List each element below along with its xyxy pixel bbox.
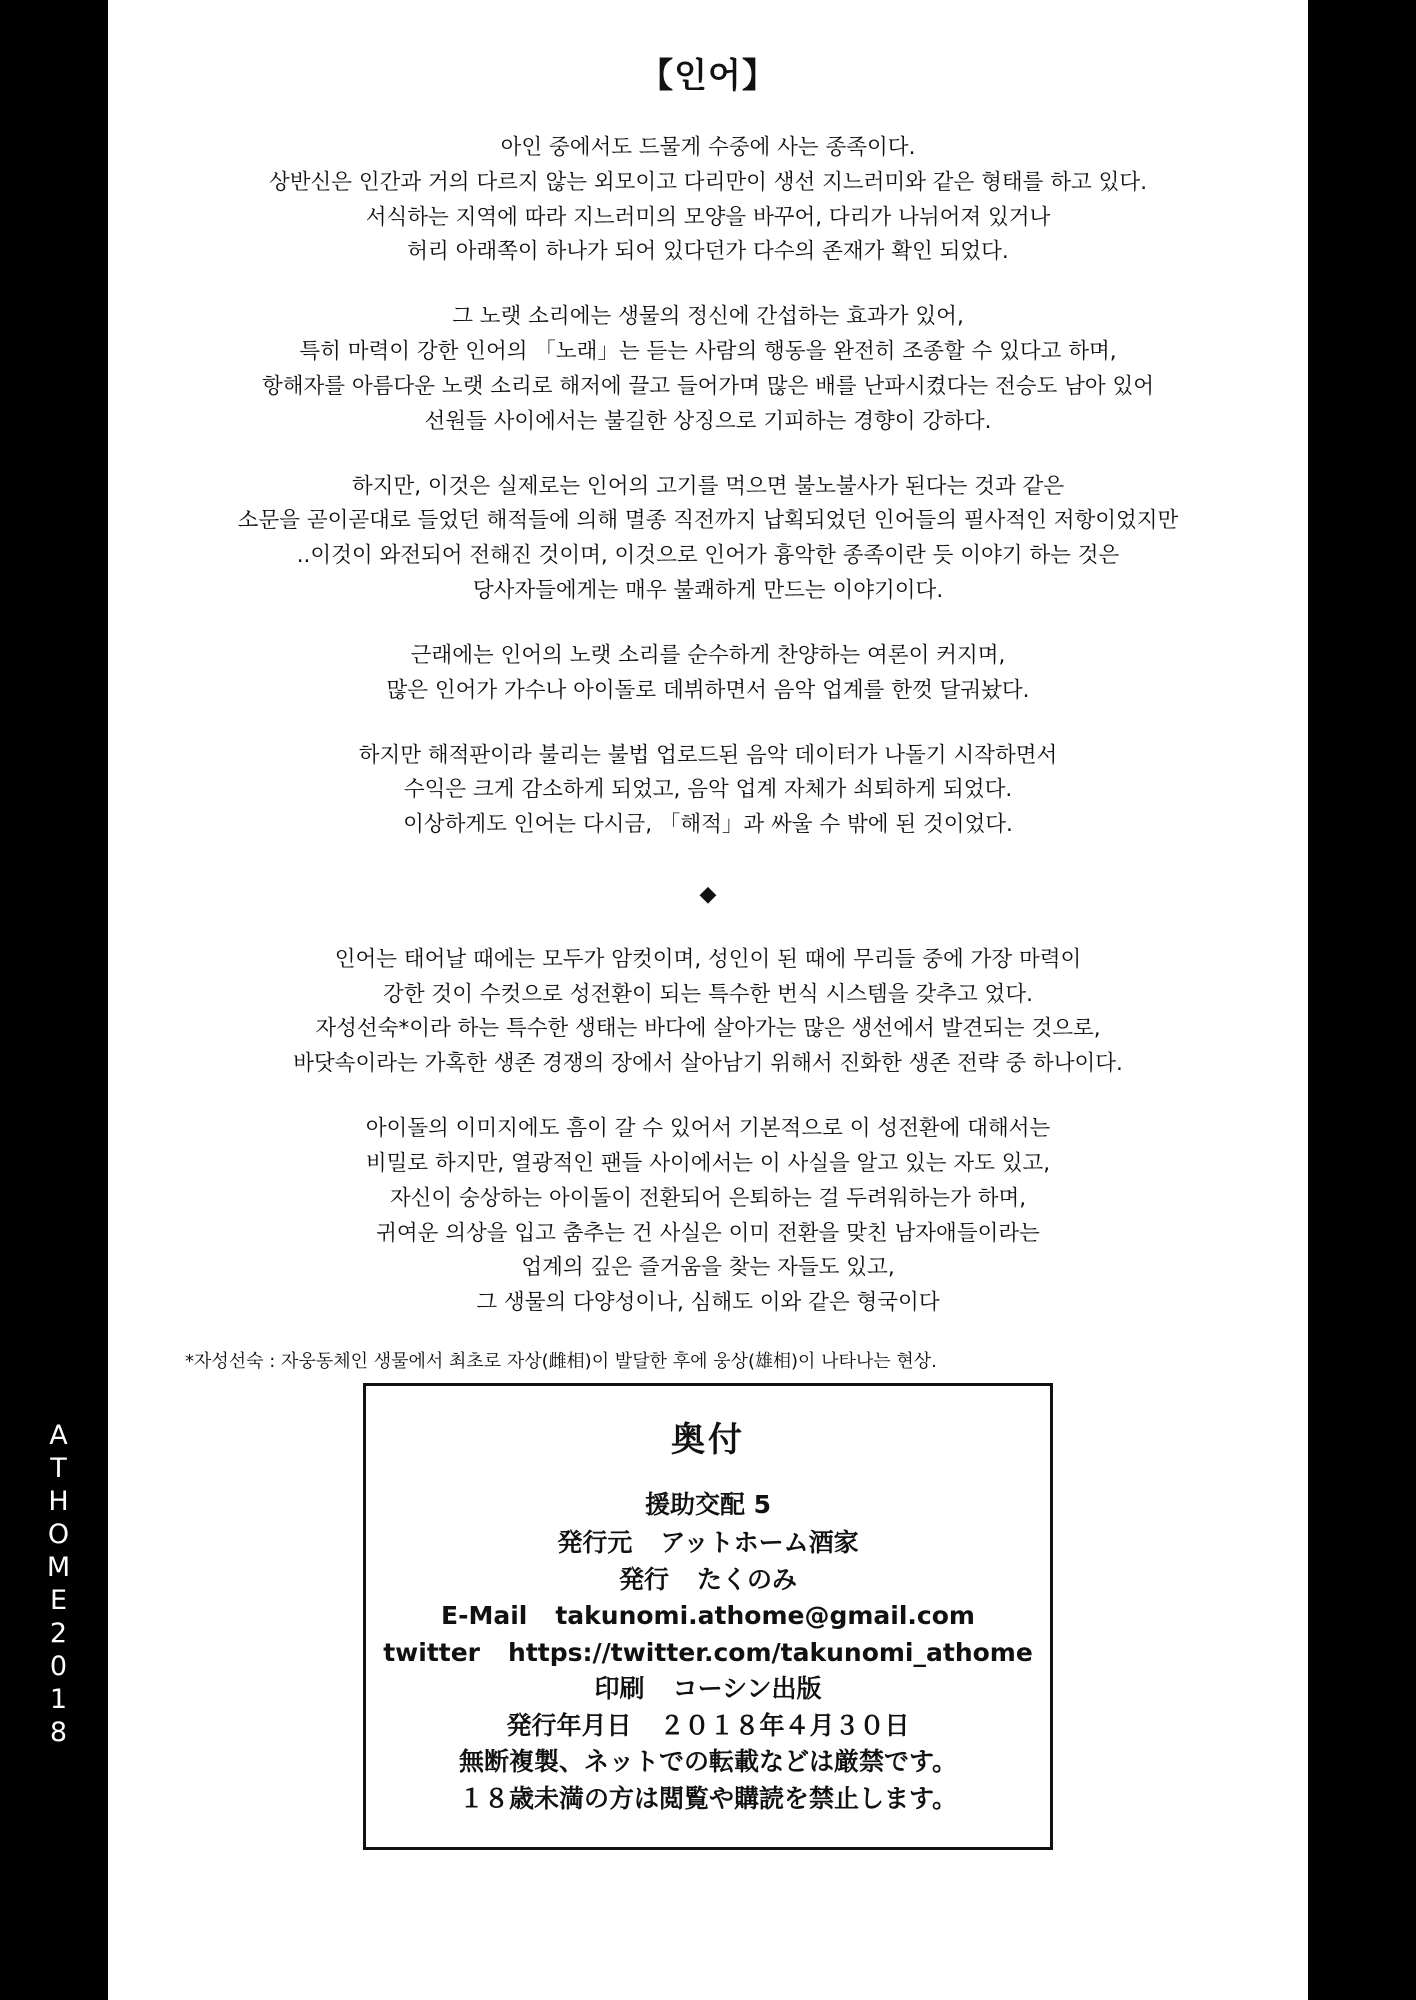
text-line: 특히 마력이 강한 인어의 「노래」는 듣는 사람의 행동을 완전히 조종할 수 있다고 하며, xyxy=(299,339,1117,365)
text-line: 바닷속이라는 가혹한 생존 경쟁의 장에서 살아남기 위해서 진화한 생존 전략 중 하나이다. xyxy=(293,1051,1123,1077)
section-divider-icon: ◆ xyxy=(699,882,717,908)
colophon-value: ２０１８年４月３０日 xyxy=(659,1710,910,1740)
colophon-notice-age: １８歳未満の方は閲覧や購読を禁止します。 xyxy=(458,1783,957,1813)
body-text xyxy=(143,131,1273,1321)
text-line: 자성선숙*이라 하는 특수한 생태는 바다에 살아가는 많은 생선에서 발견되는 것으로, xyxy=(315,1016,1101,1042)
colophon-value[interactable]: https://twitter.com/takunomi_athome xyxy=(508,1637,1033,1667)
text-line: 소문을 곧이곧대로 들었던 해적들에 의해 멸종 직전까지 납획되었던 인어들의 필사적인 저항이었지만 xyxy=(237,508,1179,534)
text-line: 하지만 해적판이라 불리는 불법 업로드된 음악 데이터가 나돌기 시작하면서 xyxy=(358,742,1058,768)
text-line: 아이돌의 이미지에도 흠이 갈 수 있어서 기본적으로 이 성전환에 대해서는 xyxy=(365,1116,1051,1142)
page-sheet xyxy=(108,0,1308,2000)
paragraph xyxy=(143,943,1273,1082)
colophon-title: 奥付 xyxy=(671,1419,745,1460)
colophon-notice-reprint: 無断複製、ネットでの転載などは厳禁です。 xyxy=(458,1747,957,1777)
text-line: 항해자를 아름다운 노랫 소리로 해저에 끌고 들어가며 많은 배를 난파시켰다는 전승도 남아 있어 xyxy=(261,373,1154,399)
text-line: 그 생물의 다양성이나, 심해도 이와 같은 형국이다 xyxy=(476,1290,940,1316)
colophon-label: 発行年月日 xyxy=(506,1710,632,1740)
colophon-row-twitter[interactable] xyxy=(376,1635,1040,1672)
colophon-row xyxy=(376,1671,1040,1708)
colophon-row-email xyxy=(376,1598,1040,1635)
text-line: 하지만, 이것은 실제로는 인어의 고기를 먹으면 불노불사가 된다는 것과 같은 xyxy=(351,473,1065,499)
colophon-work-title: 援助交配 5 xyxy=(644,1489,772,1519)
paragraph xyxy=(143,739,1273,843)
page-title: 【인어】 xyxy=(639,56,777,96)
text-line: 그 노랫 소리에는 생물의 정신에 간섭하는 효과가 있어, xyxy=(452,304,964,330)
paragraph xyxy=(143,470,1273,609)
colophon-label: 発行 xyxy=(618,1564,669,1594)
colophon-label: twitter xyxy=(383,1637,481,1667)
text-line: 서식하는 지역에 따라 지느러미의 모양을 바꾸어, 다리가 나뉘어져 있거나 xyxy=(365,204,1051,230)
colophon-label: E-Mail xyxy=(441,1601,528,1631)
colophon-label: 印刷 xyxy=(594,1674,645,1704)
colophon-box xyxy=(363,1383,1053,1851)
text-line: 근래에는 인어의 노랫 소리를 순수하게 찬양하는 여론이 커지며, xyxy=(410,642,1006,668)
colophon-row xyxy=(376,1562,1040,1599)
text-line: 많은 인어가 가수나 아이돌로 데뷔하면서 음악 업계를 한껏 달궈놨다. xyxy=(386,677,1030,703)
footnote: *자성선숙 : 자웅동체인 생물에서 최초로 자상(雌相)이 발달한 후에 웅상(雄相)이 나타나는 현상. xyxy=(185,1350,937,1372)
colophon-label: 発行元 xyxy=(557,1528,633,1558)
colophon-value: takunomi.athome@gmail.com xyxy=(555,1601,975,1631)
colophon-row-date xyxy=(376,1708,1040,1745)
colophon-row xyxy=(376,1525,1040,1562)
text-line: 선원들 사이에서는 불길한 상징으로 기피하는 경향이 강하다. xyxy=(424,408,992,434)
text-line: 비밀로 하지만, 열광적인 팬들 사이에서는 이 사실을 알고 있는 자도 있고, xyxy=(365,1150,1051,1176)
paragraph xyxy=(143,639,1273,709)
text-line: 수익은 크게 감소하게 되었고, 음악 업계 자체가 쇠퇴하게 되었다. xyxy=(403,777,1013,803)
text-line: 자신이 숭상하는 아이돌이 전환되어 은퇴하는 걸 두려워하는가 하며, xyxy=(389,1185,1027,1211)
text-line: 허리 아래쪽이 하나가 되어 있다던가 다수의 존재가 확인 되었다. xyxy=(407,239,1009,265)
text-line: 업계의 깊은 즐거움을 찾는 자들도 있고, xyxy=(521,1255,895,1281)
paragraph xyxy=(143,300,1273,439)
text-line: ..이것이 와전되어 전해진 것이며, 이것으로 인어가 흉악한 종족이란 듯 이야기 하는 것은 xyxy=(296,543,1120,569)
colophon-value: アットホーム酒家 xyxy=(660,1528,859,1558)
text-line: 강한 것이 수컷으로 성전환이 되는 특수한 번식 시스템을 갖추고 었다. xyxy=(383,981,1033,1007)
text-line: 인어는 태어날 때에는 모두가 암컷이며, 성인이 된 때에 무리들 중에 가장 마력이 xyxy=(334,946,1082,972)
colophon-value: コーシン出版 xyxy=(672,1674,822,1704)
text-line: 아인 중에서도 드물게 수중에 사는 종족이다. xyxy=(500,135,916,160)
text-line: 당사자들에게는 매우 불쾌하게 만드는 이야기이다. xyxy=(472,578,944,604)
paragraph xyxy=(143,1112,1273,1321)
text-line: 상반신은 인간과 거의 다르지 않는 외모이고 다리만이 생선 지느러미와 같은 형태를 하고 있다. xyxy=(268,169,1148,195)
paragraph xyxy=(143,131,1273,270)
side-circle-label: ATHOME2018 xyxy=(43,1420,74,1750)
text-line: 이상하게도 인어는 다시금, 「해적」과 싸울 수 밖에 된 것이었다. xyxy=(403,812,1013,838)
colophon-value: たくのみ xyxy=(697,1564,798,1594)
text-line: 귀여운 의상을 입고 춤추는 건 사실은 이미 전환을 맞친 남자애들이라는 xyxy=(376,1220,1040,1246)
